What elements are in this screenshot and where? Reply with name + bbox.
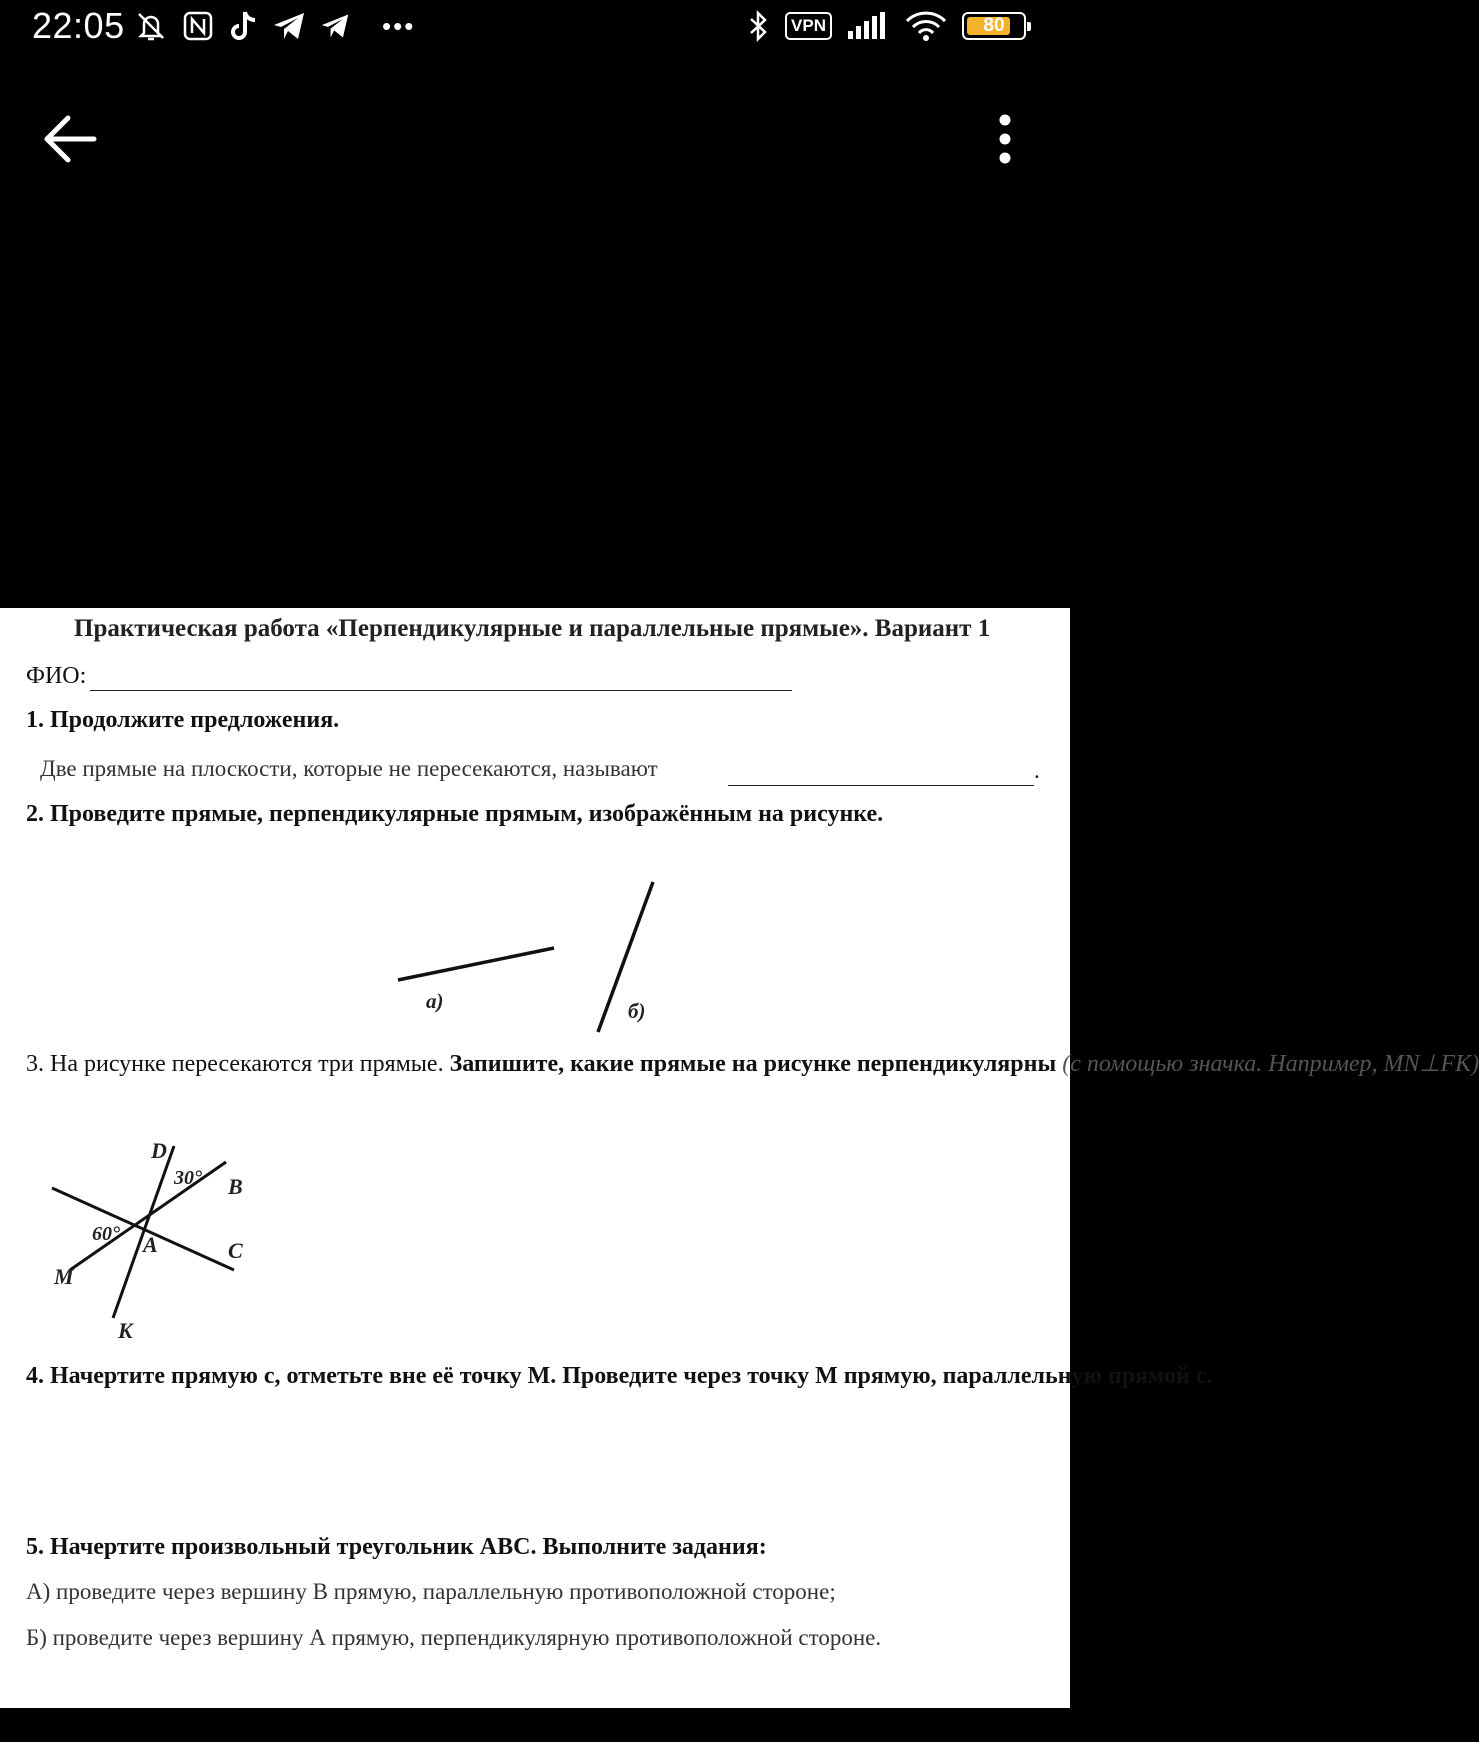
more-options-button[interactable]	[980, 106, 1030, 176]
bluetooth-icon	[747, 9, 771, 43]
label-angle-60: 60°	[92, 1223, 120, 1245]
question-3-intro: 3. На рисунке пересекаются три прямые.	[26, 1051, 444, 1077]
status-time: 22:05	[32, 5, 125, 46]
notification-icons	[134, 8, 415, 44]
system-status-icons	[747, 8, 1026, 44]
question-3-figure	[40, 1138, 270, 1343]
question-5-task-a: А) проведите через вершину В прямую, параллельную противоположной стороне;	[26, 1579, 836, 1604]
more-vertical-icon	[980, 106, 1030, 176]
label-a: A	[143, 1232, 158, 1257]
label-m: M	[54, 1264, 74, 1289]
label-angle-30: 30°	[174, 1167, 202, 1189]
back-button[interactable]	[36, 106, 106, 176]
label-b: B	[228, 1174, 243, 1199]
question-5-task-b: Б) проведите через вершину А прямую, перпендикулярную противоположной стороне.	[26, 1625, 882, 1650]
question-3-text	[26, 1048, 1479, 1081]
document-image[interactable]	[0, 608, 1479, 1708]
label-k: K	[118, 1318, 133, 1343]
more-notifications-icon: •••	[382, 10, 416, 41]
label-a: а)	[426, 989, 444, 1013]
wifi-icon	[904, 10, 948, 42]
telegram-icon	[272, 11, 306, 41]
battery-cap	[1027, 22, 1031, 31]
question-1-blank-line	[728, 785, 1034, 786]
arrow-left-icon	[36, 106, 106, 176]
vpn-badge: VPN	[785, 12, 832, 40]
question-1-period: .	[1034, 758, 1040, 783]
fio-blank-line	[90, 690, 792, 691]
tiktok-icon	[228, 9, 258, 43]
question-2-heading: 2. Проведите прямые, перпендикулярные прямым, изображённым на рисунке.	[26, 801, 884, 827]
label-b: б)	[628, 999, 646, 1023]
bell-off-icon	[134, 9, 168, 43]
question-1-text: Две прямые на плоскости, которые не пересекаются, называют	[40, 756, 658, 781]
label-c: C	[228, 1238, 243, 1263]
fio-label: ФИО:	[26, 663, 87, 689]
question-1-heading: 1. Продолжите предложения.	[26, 707, 340, 733]
line-a	[398, 948, 554, 980]
status-bar	[0, 0, 1070, 56]
question-3-hint: (с помощью значка. Например, MN⊥FK)	[1062, 1051, 1479, 1077]
nfc-icon	[182, 10, 214, 42]
signal-icon	[846, 11, 890, 41]
label-d: D	[151, 1138, 167, 1163]
document-title: Практическая работа «Перпендикулярные и параллельные прямые». Вариант 1	[74, 615, 991, 642]
battery-indicator	[962, 12, 1026, 40]
question-4-heading: 4. Начертите прямую с, отметьте вне её точку М. Проведите через точку М прямую, параллельную прямой с.	[26, 1363, 1213, 1389]
bottom-bar	[0, 1708, 1070, 1742]
question-2-figure	[380, 870, 680, 1040]
battery-level: 80	[983, 15, 1005, 36]
telegram-icon	[320, 11, 350, 41]
question-5-heading: 5. Начертите произвольный треугольник ABC. Выполните задания:	[26, 1534, 767, 1560]
line-ac	[52, 1188, 234, 1270]
question-3-task: Запишите, какие прямые на рисунке перпендикулярны	[449, 1051, 1057, 1077]
